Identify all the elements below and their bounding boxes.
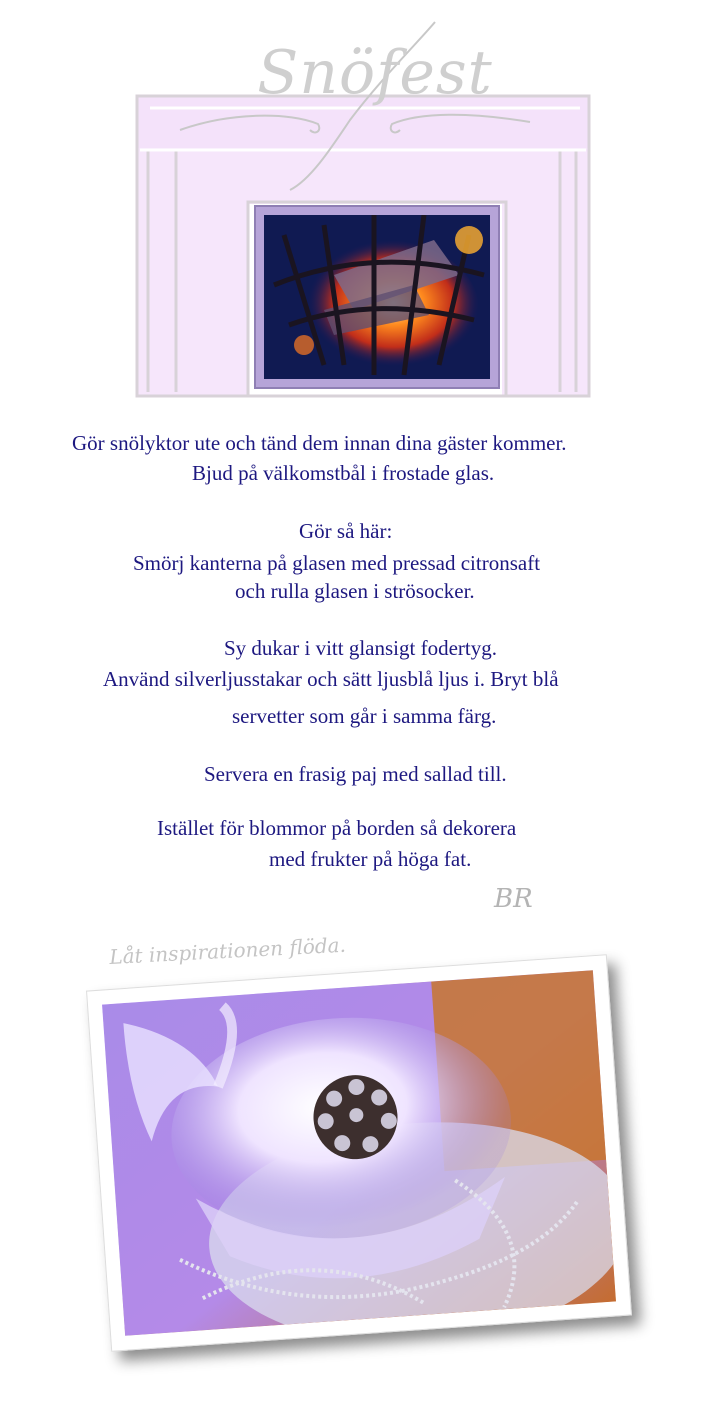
dessert-photo: [102, 970, 616, 1336]
text-line-2: Bjud på välkomstbål i frostade glas.: [192, 461, 495, 485]
fire-basket-photo: [264, 215, 490, 379]
text-line-8: servetter som går i samma färg.: [232, 704, 497, 728]
instructions-heading: Gör så här:: [299, 519, 393, 543]
text-line-7: Använd silverljusstakar och sätt ljusblå ljus i. Bryt blå: [103, 667, 559, 691]
fire-photo-frame: [254, 205, 500, 389]
text-line-11: med frukter på höga fat.: [269, 847, 472, 871]
text-line-5: och rulla glasen i strösocker.: [235, 579, 475, 603]
text-line-10: Istället för blommor på borden så dekorera: [157, 816, 517, 840]
dessert-photo-card: [86, 954, 632, 1352]
text-line-9: Servera en frasig paj med sallad till.: [204, 762, 507, 786]
signature: BR: [494, 884, 533, 914]
photo-caption: Låt inspirationen flöda.: [108, 932, 347, 969]
page-title: Snöfest: [257, 38, 493, 108]
text-line-6: Sy dukar i vitt glansigt fodertyg.: [224, 636, 497, 660]
text-line-1: Gör snölyktor ute och tänd dem innan dina gäster kommer.: [72, 431, 567, 455]
text-line-4: Smörj kanterna på glasen med pressad citronsaft: [133, 551, 541, 575]
